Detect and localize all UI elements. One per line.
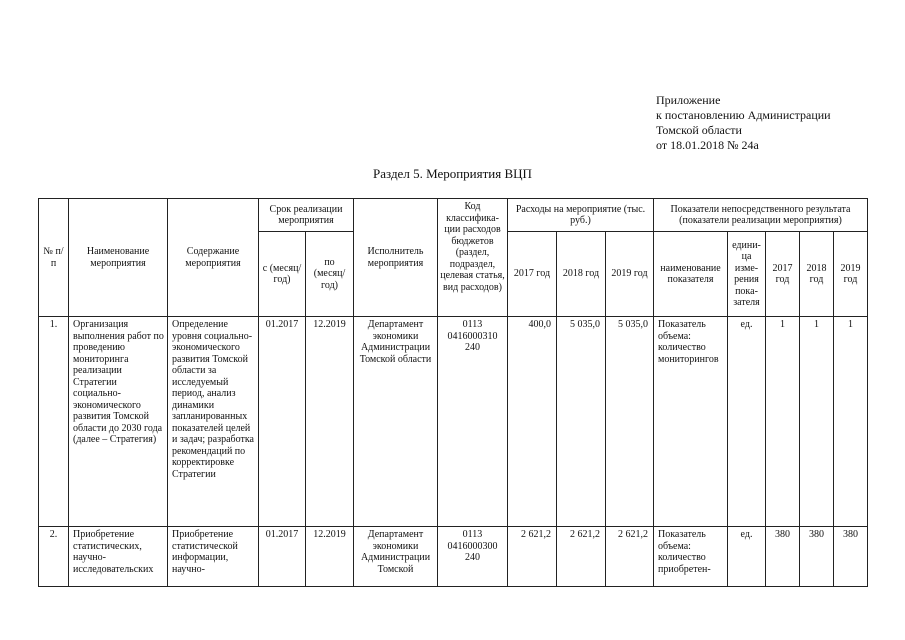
row-unit: ед. xyxy=(728,317,766,527)
row-exp-2018: 2 621,2 xyxy=(557,527,606,587)
row-ind-2018: 1 xyxy=(800,317,834,527)
header-term: Срок реализации мероприятия xyxy=(259,199,354,232)
appendix-line: Томской области xyxy=(656,123,742,137)
row-indicator: Показатель объема: количество мониторингов xyxy=(654,317,728,527)
row-name: Организация выполнения работ по проведению мониторинга реализации Стратегии социально-экономического развития Томской области до 2030 года (далее – Стратегия) xyxy=(69,317,168,527)
header-from: с (месяц/ год) xyxy=(259,232,306,317)
row-ind-2017: 380 xyxy=(766,527,800,587)
row-ind-2019: 1 xyxy=(834,317,868,527)
row-content: Определение уровня социально-экономического развития Томской области за исследуемый период, анализ динамики запланированных показателей целей и задач; разработка рекомендаций по корректировке Стратегии xyxy=(168,317,259,527)
row-to: 12.2019 xyxy=(306,527,354,587)
header-exp-2019: 2019 год xyxy=(606,232,654,317)
row-from: 01.2017 xyxy=(259,527,306,587)
header-executor: Исполнитель мероприятия xyxy=(354,199,438,317)
row-num: 1. xyxy=(39,317,69,527)
row-exp-2019: 2 621,2 xyxy=(606,527,654,587)
header-exp-2017: 2017 год xyxy=(508,232,557,317)
row-name: Приобретение статистических, научно-исследовательских xyxy=(69,527,168,587)
appendix-block xyxy=(656,93,831,153)
section-title: Раздел 5. Мероприятия ВЦП xyxy=(373,166,532,181)
row-executor: Департамент экономики Администрации Томской xyxy=(354,527,438,587)
row-code: 0113 0416000310 240 xyxy=(438,317,508,527)
row-code: 0113 0416000300 240 xyxy=(438,527,508,587)
header-ind-2019: 2019 год xyxy=(834,232,868,317)
header-unit: едини-ца изме-рения пока-зателя xyxy=(728,232,766,317)
row-indicator: Показатель объема: количество приобретен- xyxy=(654,527,728,587)
row-to: 12.2019 xyxy=(306,317,354,527)
header-ind-2017: 2017 год xyxy=(766,232,800,317)
row-exp-2019: 5 035,0 xyxy=(606,317,654,527)
header-num: № п/п xyxy=(39,199,69,317)
row-from: 01.2017 xyxy=(259,317,306,527)
row-unit: ед. xyxy=(728,527,766,587)
appendix-date: от 18.01.2018 № 24а xyxy=(656,138,759,152)
row-exp-2017: 2 621,2 xyxy=(508,527,557,587)
header-name: Наименование мероприятия xyxy=(69,199,168,317)
row-ind-2018: 380 xyxy=(800,527,834,587)
table-row xyxy=(39,527,868,587)
row-content: Приобретение статистической информации, научно- xyxy=(168,527,259,587)
row-ind-2019: 380 xyxy=(834,527,868,587)
appendix-line: к постановлению Администрации xyxy=(656,108,831,122)
header-content: Содержание мероприятия xyxy=(168,199,259,317)
row-exp-2017: 400,0 xyxy=(508,317,557,527)
header-indicator-name: наименование показателя xyxy=(654,232,728,317)
row-num: 2. xyxy=(39,527,69,587)
header-code: Код классифика-ции расходов бюджетов (раздел, подраздел, целевая статья, вид расходов) xyxy=(438,199,508,317)
row-exp-2018: 5 035,0 xyxy=(557,317,606,527)
header-expenses: Расходы на мероприятие (тыс. руб.) xyxy=(508,199,654,232)
header-ind-2018: 2018 год xyxy=(800,232,834,317)
header-exp-2018: 2018 год xyxy=(557,232,606,317)
header-to: по (месяц/ год) xyxy=(306,232,354,317)
header-indicators: Показатели непосредственного результата (показатели реализации мероприятия) xyxy=(654,199,868,232)
row-ind-2017: 1 xyxy=(766,317,800,527)
row-executor: Департамент экономики Администрации Томской области xyxy=(354,317,438,527)
activities-table xyxy=(38,198,868,587)
appendix-line: Приложение xyxy=(656,93,721,107)
table-row xyxy=(39,317,868,527)
